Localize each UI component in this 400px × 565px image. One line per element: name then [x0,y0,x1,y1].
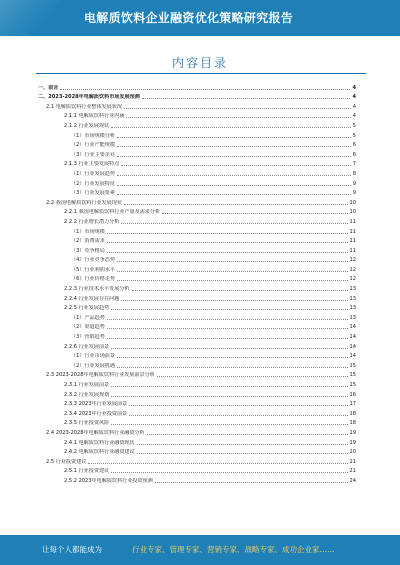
toc-entry-text: （3）行业主要企业 [71,151,115,158]
toc-entry[interactable] [38,168,356,178]
toc-entry[interactable] [38,236,356,246]
toc-entry[interactable] [38,293,356,303]
toc-entry-text: 2.3.5 行业投资风险 [64,420,110,427]
toc-page-number: 21 [349,468,356,475]
toc-leader-dots [124,108,351,109]
toc-leader-dots [117,271,348,272]
toc-page-number: 19 [349,439,356,446]
header-decoration [0,0,60,36]
toc-page-number: 11 [349,238,356,245]
toc-leader-dots [155,482,348,483]
toc-entry[interactable] [38,466,356,476]
toc-entry-text: 2.2.3 行业技术水平发展分析 [64,286,130,293]
toc-page-number: 13 [349,305,356,312]
toc-entry[interactable] [38,331,356,341]
toc-entry[interactable] [38,399,356,409]
toc-entry-text: 一、前言 [38,84,59,91]
toc-entry[interactable] [38,159,356,169]
toc-page-number: 10 [349,209,356,216]
toc-leader-dots [117,194,351,195]
toc-page-number: 14 [349,353,356,360]
toc-leader-dots [107,319,348,320]
toc-entry[interactable] [38,140,356,150]
toc-entry[interactable] [38,437,356,447]
toc-entry[interactable] [38,418,356,428]
toc-entry-text: 2.5.2 2023年电解质饮料行业投资预测 [64,477,153,484]
toc-entry-text: （2）行业产能规模 [71,142,115,149]
footer-slogan: 让每个人都能成为 [42,545,102,554]
toc-entry-text: （2）消费需求 [71,238,105,245]
toc-page-number: 13 [349,314,356,321]
toc-leader-dots [162,213,347,214]
toc-leader-dots [111,386,347,387]
toc-page-number: 15 [349,362,356,369]
toc-entry[interactable] [38,360,356,370]
toc-page-number: 9 [352,190,356,197]
toc-entry-text: 2.3 2023-2028年电解质饮料行业发展前景分析 [46,372,155,379]
toc-leader-dots [117,175,351,176]
toc-entry[interactable] [38,178,356,188]
toc-leader-dots [107,338,348,339]
toc-entry-text: （1）市场规模 [71,228,105,235]
toc-entry[interactable] [38,149,356,159]
toc-page-number: 12 [349,257,356,264]
toc-leader-dots [126,117,350,118]
toc-page-number: 14 [349,324,356,331]
toc-entry-text: 2.1.1 电解质饮料行业内涵 [64,113,125,120]
toc-entry-text: 2.2.4 行业发展存在问题 [64,295,120,302]
toc-entry[interactable] [38,197,356,207]
toc-page-number: 16 [349,391,356,398]
toc-entry[interactable] [38,120,356,130]
toc-entry-text: （1）行业市场前景 [71,353,115,360]
toc-entry[interactable] [38,264,356,274]
toc-leader-dots [107,328,348,329]
toc-leader-dots [132,290,348,291]
toc-entry[interactable] [38,111,356,121]
toc-entry[interactable] [38,427,356,437]
toc-entry-text: （3）营销趋势 [71,334,105,341]
toc-leader-dots [111,348,347,349]
toc-leader-dots [117,156,351,157]
toc-entry[interactable] [38,130,356,140]
toc-entry[interactable] [38,274,356,284]
toc-entry-text: 2.2.6 行业发展前景 [64,343,110,350]
toc-entry-text: 2.4 2023-2028年电解质饮料行业融资分析 [46,429,145,436]
toc-divider [36,73,366,74]
toc-page-number: 11 [349,228,356,235]
toc-entry[interactable] [38,92,356,102]
toc-leader-dots [107,233,348,234]
toc-entry-text: （5）行业利润水平 [71,266,115,273]
toc-entry-text: 2.1.2 行业发展现状 [64,122,110,129]
toc-page-number: 4 [352,84,356,91]
toc-entry-text: 2.3.3 2023年行业发展前景 [64,401,128,408]
toc-entry-text: 2.4.1 电解质饮料行业融资现状 [64,439,135,446]
toc-leader-dots [107,242,348,243]
toc-page-number: 20 [349,449,356,456]
toc-entry-text: 2.1 电解质饮料行业整体发展状况 [46,103,122,110]
toc-entry-text: 2.2.2 行业增长潜力分析 [64,218,120,225]
toc-page-number: 8 [352,170,356,177]
toc-entry[interactable] [38,456,356,466]
table-of-contents [38,82,356,485]
toc-page-number: 5 [352,122,356,129]
toc-leader-dots [121,223,347,224]
toc-page-number: 11 [349,218,356,225]
toc-entry[interactable] [38,322,356,332]
toc-leader-dots [60,89,350,90]
toc-leader-dots [111,127,351,128]
toc-page-number: 13 [349,286,356,293]
toc-page-number: 10 [349,199,356,206]
toc-entry[interactable] [38,351,356,361]
toc-entry[interactable] [38,312,356,322]
toc-leader-dots [117,357,348,358]
toc-leader-dots [117,146,351,147]
toc-leader-dots [124,204,348,205]
toc-entry-text: （3）行业发展要素 [71,190,115,197]
toc-entry-text: 2.2.1 我国电解质饮料行业产量及需求分析 [64,209,161,216]
page-footer [0,535,400,565]
toc-entry-text: 2.5.1 行业投资建议 [64,468,110,475]
toc-entry[interactable] [38,207,356,217]
toc-page-number: 15 [349,372,356,379]
toc-leader-dots [142,98,351,99]
toc-entry[interactable] [38,389,356,399]
toc-page-number: 4 [352,103,356,110]
toc-page-number: 4 [352,113,356,120]
toc-page-number: 12 [349,266,356,273]
toc-entry-text: （6）行业价格走势 [71,276,115,283]
toc-entry-text: 2.2.5 行业发展趋势 [64,305,110,312]
toc-page-number: 4 [352,94,356,101]
report-title: 电解质饮料企业融资优化策略研究报告 [84,11,294,25]
toc-entry[interactable] [38,475,356,485]
toc-page-number: 18 [349,420,356,427]
toc-page-number: 13 [349,295,356,302]
toc-entry-text: 2.3.4 2023年行业投资前景 [64,410,128,417]
toc-entry[interactable] [38,226,356,236]
toc-page-number: 7 [352,161,356,168]
toc-leader-dots [88,463,347,464]
footer-roles: 行业专家、管理专家、营销专家、战略专家、成功企业家…… [132,545,335,554]
toc-page-number: 15 [349,382,356,388]
toc-entry[interactable] [38,408,356,418]
toc-page-number: 6 [352,142,356,149]
toc-entry-text: 2.2 我国电解质饮料行业发展现状 [46,199,122,206]
page-header [0,0,400,36]
toc-entry[interactable] [38,101,356,111]
toc-leader-dots [107,252,348,253]
toc-entry[interactable] [38,283,356,293]
toc-entry[interactable] [38,245,356,255]
toc-leader-dots [117,367,348,368]
toc-page-number: 19 [349,429,356,436]
toc-entry-text: 2.5 行业投资建议 [46,458,87,465]
toc-entry-text: （2）行业发展特征 [71,180,115,187]
toc-leader-dots [111,309,347,310]
toc-leader-dots [129,405,347,406]
toc-entry-text: 2.3.1 行业发展前景 [64,382,110,388]
toc-leader-dots [147,434,348,435]
toc-entry-text: （2）渠道趋势 [71,324,105,331]
toc-entry[interactable] [38,216,356,226]
toc-entry-text: （3）竞争格局 [71,247,105,254]
toc-entry[interactable] [38,370,356,380]
toc-leader-dots [129,415,347,416]
toc-page-number: 6 [352,151,356,158]
toc-entry-text: 2.1.3 行业主要发展特点 [64,161,120,168]
toc-page-number: 18 [349,410,356,417]
toc-page-number: 12 [349,276,356,283]
toc-heading: 内容目录 [171,56,228,70]
toc-entry-text: 2.3.2 行业发展规划 [64,391,110,398]
toc-entry-text: （2）行业发展机遇 [71,362,115,369]
toc-entry[interactable] [38,341,356,351]
toc-entry[interactable] [38,82,356,92]
toc-leader-dots [117,185,351,186]
toc-page-number: 14 [349,334,356,341]
toc-leader-dots [117,137,351,138]
toc-leader-dots [137,444,348,445]
toc-entry[interactable] [38,379,356,389]
toc-entry-text: （1）行业发展趋势 [71,170,115,177]
toc-leader-dots [137,453,348,454]
toc-page-number: 11 [349,247,356,254]
toc-entry-text: 二、2023-2028年电解质饮料市场发展预测 [38,94,140,101]
toc-leader-dots [121,165,350,166]
toc-entry[interactable] [38,447,356,457]
toc-entry[interactable] [38,188,356,198]
toc-leader-dots [121,300,347,301]
toc-entry-text: 2.4.2 电解质饮料行业融资建议 [64,449,135,456]
toc-page-number: 17 [349,401,356,408]
toc-entry-text: （1）市场规模分析 [71,132,115,139]
toc-entry[interactable] [38,255,356,265]
toc-entry[interactable] [38,303,356,313]
toc-leader-dots [111,396,347,397]
toc-page-number: 21 [349,458,356,465]
toc-page-number: 14 [349,343,356,350]
toc-leader-dots [157,376,348,377]
toc-page-number: 9 [352,180,356,187]
toc-page-number: 24 [349,477,356,484]
toc-entry-text: （4）行业竞争态势 [71,257,115,264]
toc-page-number: 5 [352,132,356,139]
toc-leader-dots [111,424,347,425]
toc-leader-dots [111,472,347,473]
toc-leader-dots [117,280,348,281]
toc-leader-dots [117,261,348,262]
toc-entry-text: （1）产品趋势 [71,314,105,321]
